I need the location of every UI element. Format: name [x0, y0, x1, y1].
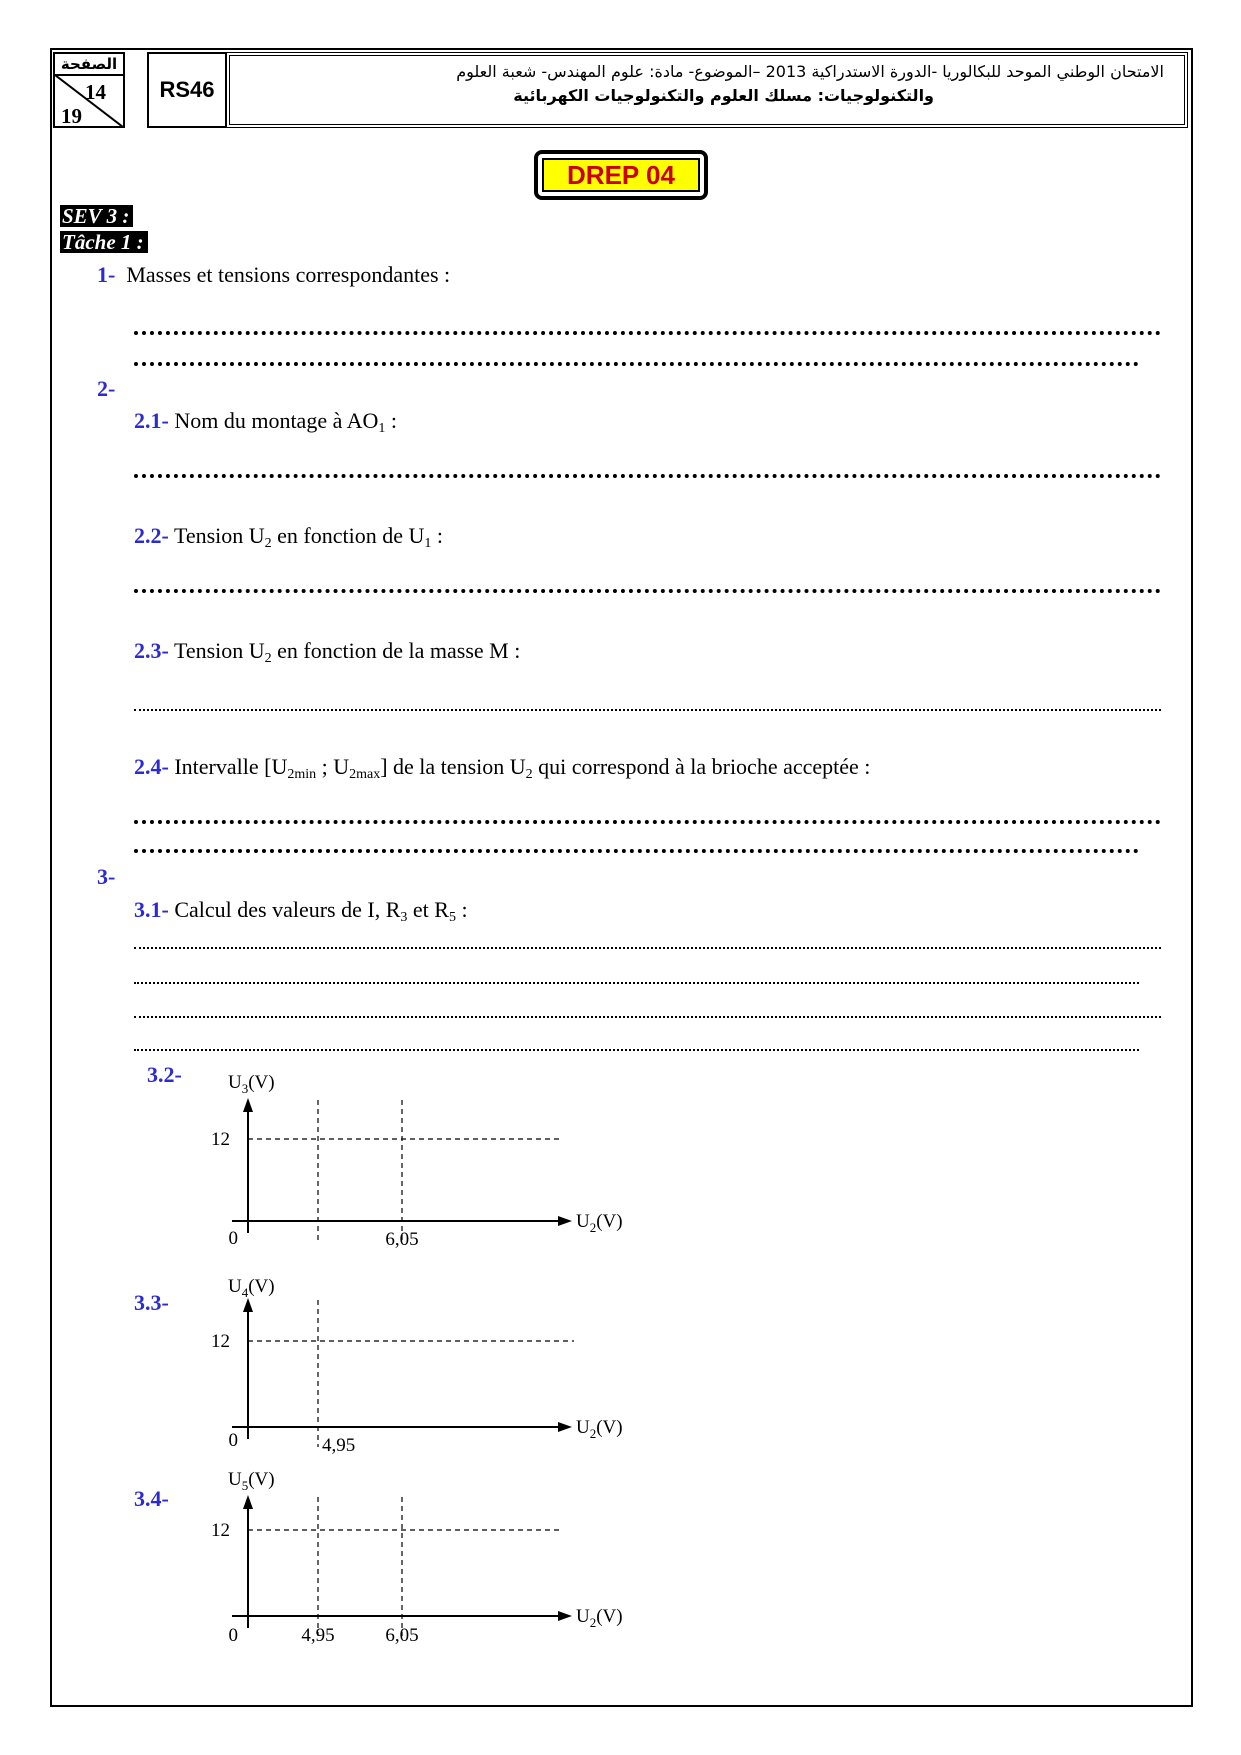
question-3-number: 3- [97, 864, 116, 889]
x-axis-label: $U_2(V)$ [576, 1606, 623, 1630]
x-tick-label: 6,05 [385, 1229, 419, 1250]
origin-label: 0 [228, 1228, 238, 1249]
question-3-1-text: et R [407, 897, 449, 922]
subscript: 2min [287, 767, 317, 782]
question-3-4-number: 3.4- [134, 1486, 169, 1511]
question-2-2-end: : [431, 523, 444, 548]
origin-label: 0 [228, 1430, 238, 1451]
y-axis-label: $U_4(V)$ [228, 1276, 275, 1300]
question-2-3-text: en fonction de la masse M : [271, 638, 521, 663]
x-axis-label: $U_2(V)$ [576, 1417, 623, 1441]
y-axis-label: $U_5(V)$ [228, 1469, 275, 1493]
y-axis-arrow [243, 1495, 253, 1509]
subscript: 5 [448, 910, 456, 925]
question-2-2-number: 2.2- [134, 523, 169, 548]
exam-code: RS46 [147, 52, 227, 128]
question-2-4-text: Intervalle [U [174, 754, 288, 779]
x-tick-label: 4,95 [322, 1435, 356, 1456]
y-axis-label: $U_3(V)$ [228, 1072, 275, 1096]
question-2-3-text: Tension U [173, 638, 265, 663]
subscript: 2max [349, 767, 381, 782]
page-label: الصفحة [55, 54, 123, 76]
task-tag: Tâche 1 : [60, 231, 148, 253]
page-current: 14 [85, 80, 106, 104]
question-2-2-text: Tension U [173, 523, 265, 548]
question-1-text: Masses et tensions correspondantes : [126, 262, 451, 287]
exam-title-line1: الامتحان الوطني الموحد للبكالوريا -الدورة الاستدراكية 2013 –الموضوع- مادة: علوم المهندس- شعبة العلوم [456, 62, 1164, 81]
question-2-4-text: ; U [316, 754, 350, 779]
document-badge-label: DREP 04 [542, 158, 700, 192]
question-2-1-text: Nom du montage à AO [174, 408, 379, 433]
subscript: 3 [400, 910, 408, 925]
x-axis-arrow [558, 1611, 572, 1621]
question-3-1-text: Calcul des valeurs de I, R [168, 897, 401, 922]
question-2-1-number: 2.1- [134, 408, 169, 433]
subscript: 1 [424, 536, 432, 551]
question-3-1-number: 3.1- [134, 897, 169, 922]
question-2-1-end: : [385, 408, 398, 433]
y-tick-label: 12 [211, 1129, 230, 1150]
question-2-4-number: 2.4- [134, 754, 169, 779]
question-2-number: 2- [97, 376, 116, 401]
x-axis-label: $U_2(V)$ [576, 1211, 623, 1235]
subscript: 2 [264, 651, 272, 666]
subscript: 2 [525, 767, 533, 782]
x-tick-label: 4,95 [301, 1625, 335, 1646]
origin-label: 0 [228, 1625, 238, 1646]
section-tag: SEV 3 : [60, 205, 133, 227]
question-3-1-end: : [455, 897, 468, 922]
subscript: 2 [264, 536, 272, 551]
exam-title-line2: والتكنولوجيات: مسلك العلوم والتكنولوجيات الكهربائية [513, 86, 934, 105]
question-3-2-number: 3.2- [147, 1062, 182, 1087]
page-total: 19 [61, 104, 82, 128]
question-3-3-number: 3.3- [134, 1290, 169, 1315]
question-2-4-text: qui correspond à la brioche acceptée : [532, 754, 871, 779]
x-tick-label: 6,05 [385, 1625, 419, 1646]
y-tick-label: 12 [211, 1331, 230, 1352]
question-2-2-text: en fonction de U [271, 523, 425, 548]
question-2-3-number: 2.3- [134, 638, 169, 663]
subscript: 1 [378, 421, 386, 436]
question-1-number: 1- [97, 262, 116, 287]
question-2-4-text: ] de la tension U [380, 754, 526, 779]
y-tick-label: 12 [211, 1520, 230, 1541]
